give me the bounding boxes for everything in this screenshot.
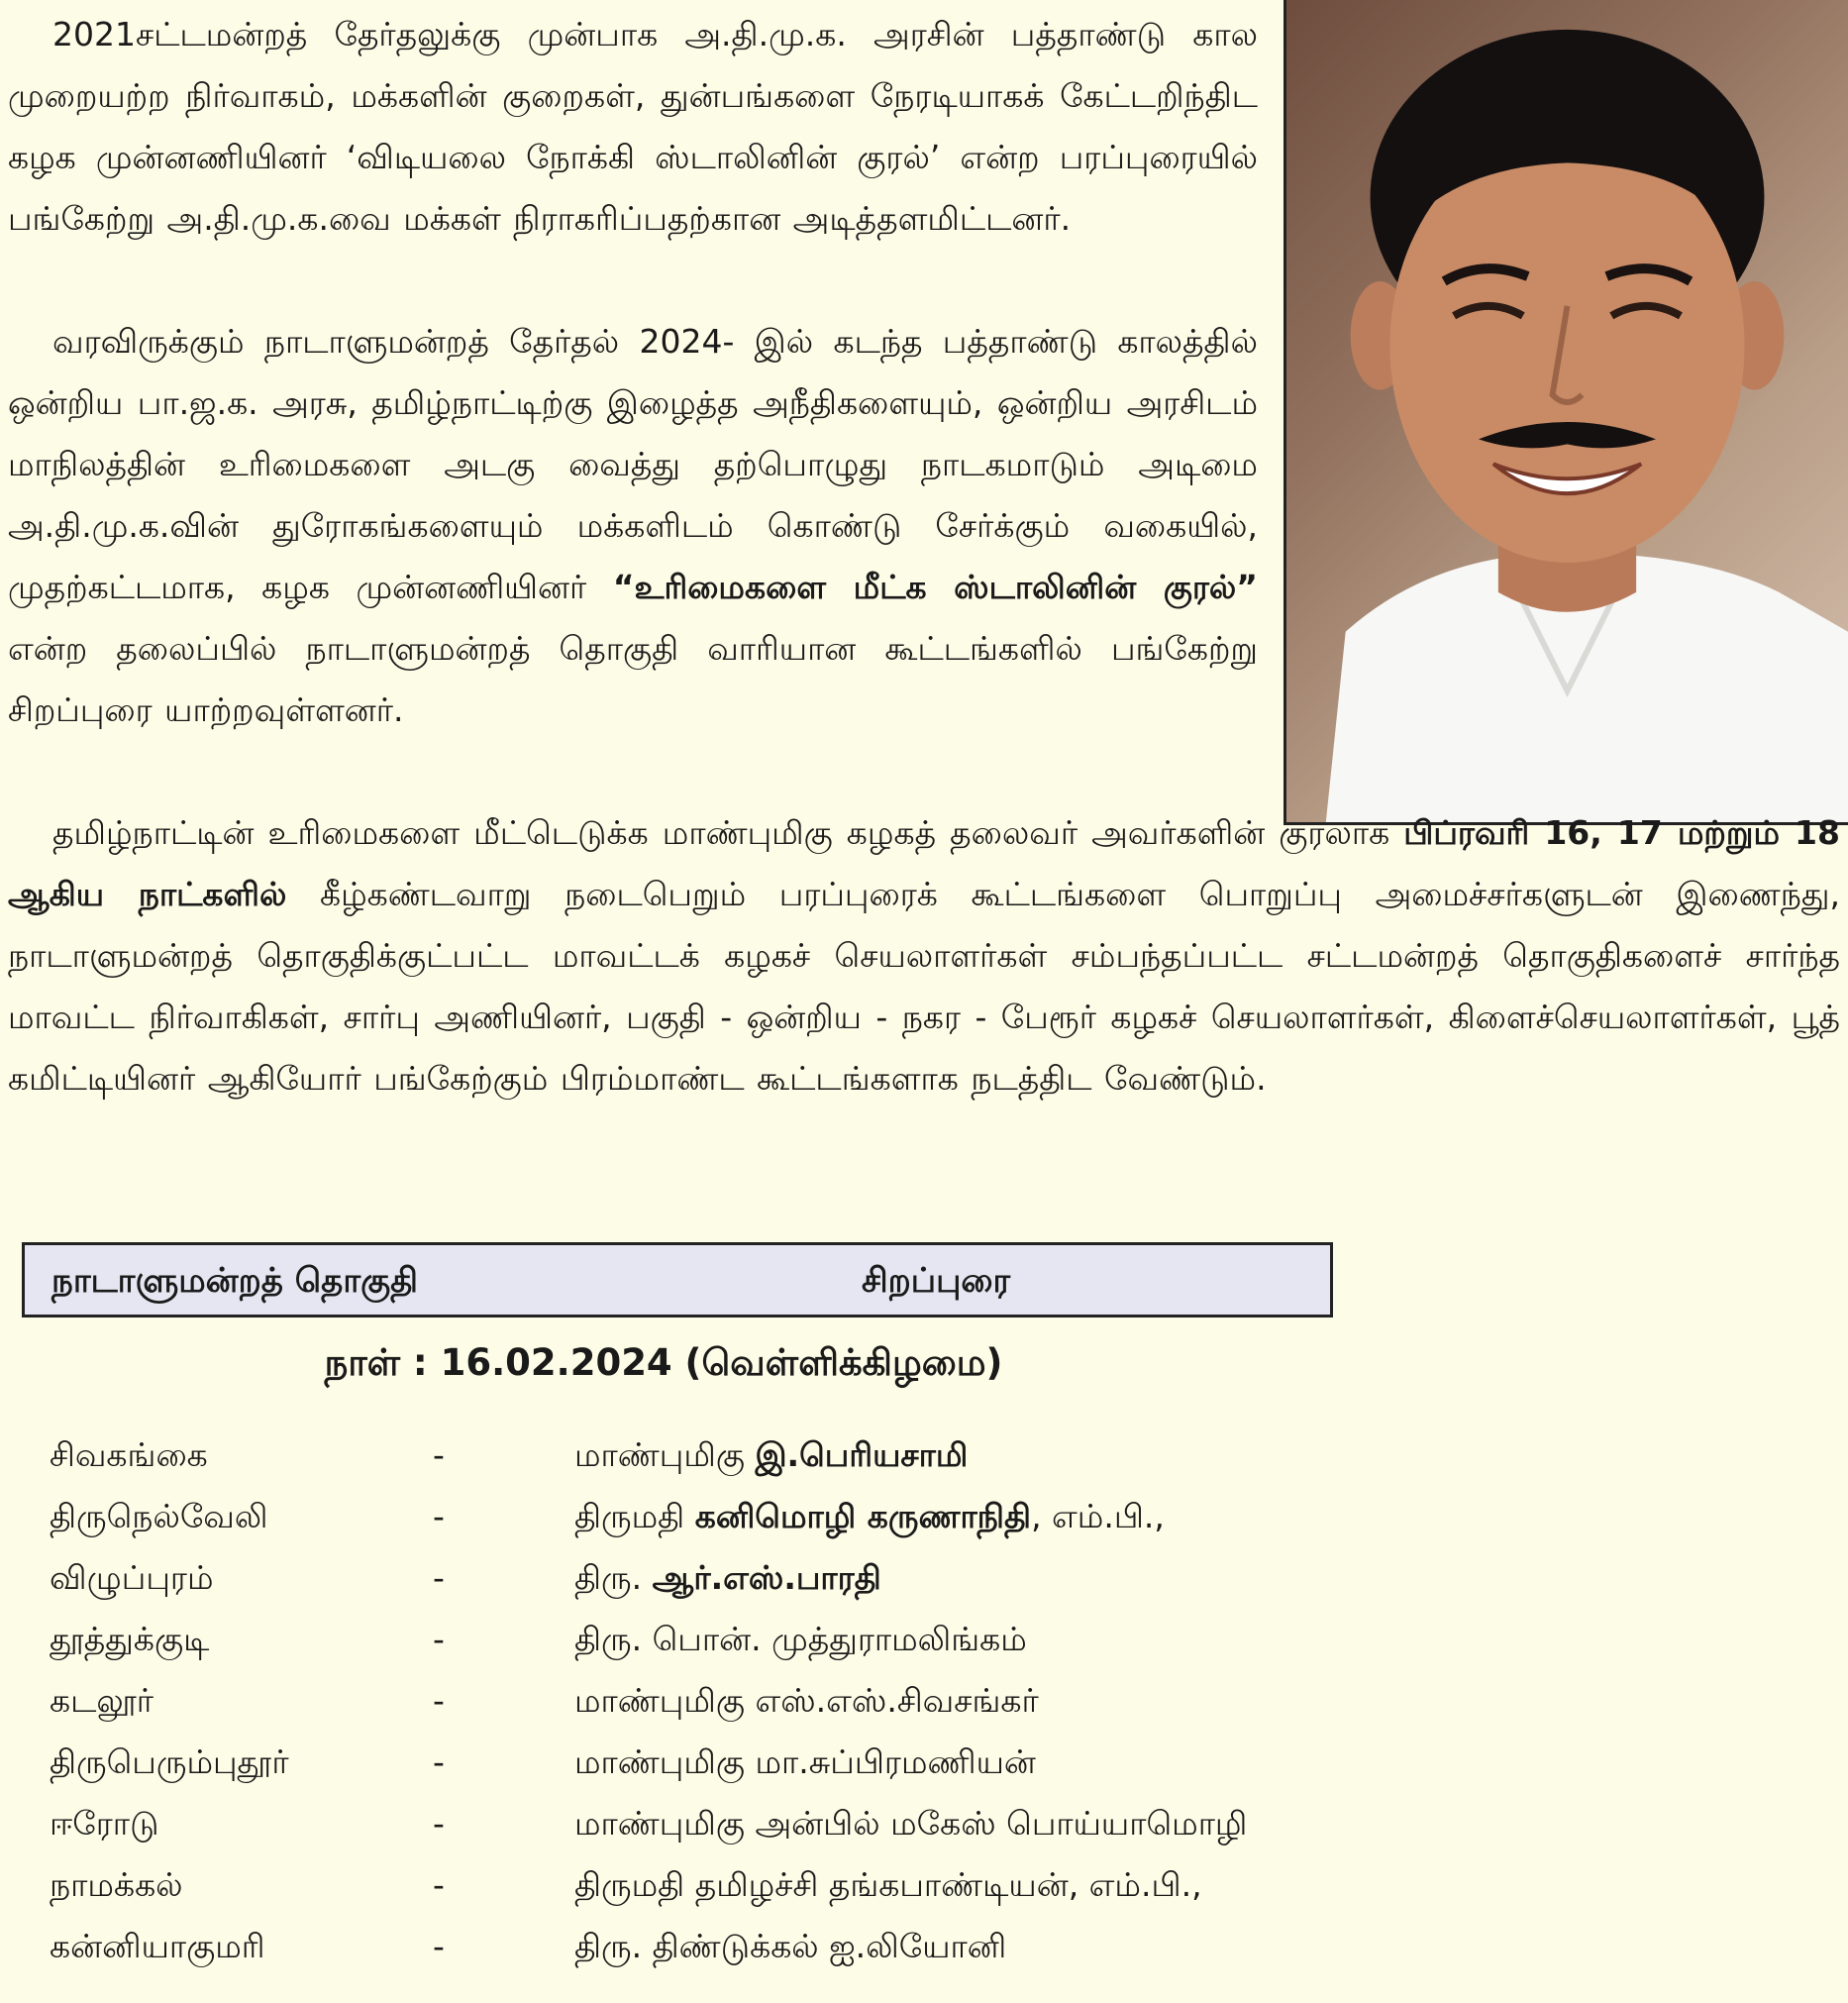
table-header [22,1242,1333,1318]
paragraph-campaign [8,311,1258,741]
date-label: நாள் : [324,1341,428,1384]
row-dash: - [433,1435,445,1474]
campaign-title: “உரிமைகளை மீட்க ஸ்டாலினின் குரல்” [612,568,1258,606]
constituency-name: திருநெல்வேலி [50,1497,268,1535]
constituency-name: கன்னியாகுமரி [50,1927,265,1965]
speaker-title: திரு. [574,1558,653,1597]
speaker-bold-name: ஆர்.எஸ்.பாரதி [652,1558,881,1597]
table-row [0,1435,1848,1497]
table-row [0,1927,1848,1988]
speaker-bold-name: இ.பெரியசாமி [755,1435,969,1474]
table-row [0,1558,1848,1620]
speaker-bold-name: கனிமொழி கருணாநிதி [694,1497,1032,1535]
speaker-name [574,1865,1202,1909]
constituency-name: தூத்துக்குடி [50,1620,210,1658]
speaker-name [574,1681,1039,1725]
speaker-title: மாண்புமிகு அன்பில் மகேஸ் பொய்யாமொழி [574,1804,1248,1843]
row-dash: - [433,1927,445,1965]
speaker-title: திருமதி தமிழச்சி தங்கபாண்டியன், எம்.பி., [574,1865,1202,1904]
constituency-name: திருபெரும்புதூர் [50,1742,289,1781]
speaker-name [574,1558,881,1602]
row-dash: - [433,1804,445,1843]
table-row [0,1742,1848,1804]
paragraph-schedule-text-end: கீழ்கண்டவாறு நடைபெறும் பரப்புரைக் கூட்டங்களை பொறுப்பு அமைச்சர்களுடன் இணைந்து, நாடாளுமன்றத் தொகுதிக்குட்பட்ட மாவட்டக் கழகச் செயலாளர்கள் சம்பந்தப்பட்ட சட்டமன்றத் தொகுதிகளைச் சார்ந்த மாவட்ட நிர்வாகிகள், சார்பு அணியினர், பகுதி - ஒன்றிய - நகர - பேரூர் கழகச் செயலாளர்கள், கிளைச்செயலாளர்கள், பூத் கமிட்டியினர் ஆகியோர் பங்கேற்கும் பிரம்மாண்ட கூட்டங்களாக நடத்திட வேண்டும். [8,875,1841,1098]
paragraph-schedule-text: தமிழ்நாட்டின் உரிமைகளை மீட்டெடுக்க மாண்புமிகு கழகத் தலைவர் அவர்களின் குரலாக [52,813,1404,852]
speaker-title: திரு. திண்டுக்கல் ஐ.லியோனி [574,1927,1007,1965]
leader-portrait [1283,0,1848,825]
table-row [0,1497,1848,1558]
speaker-suffix: , எம்.பி., [1031,1497,1165,1535]
row-dash: - [433,1742,445,1781]
constituency-name: விழுப்புரம் [50,1558,214,1597]
row-dash: - [433,1681,445,1720]
speaker-title: மாண்புமிகு மா.சுப்பிரமணியன் [574,1742,1036,1781]
constituency-name: ஈரோடு [50,1804,159,1843]
paragraph-intro [8,4,1258,250]
table-row [0,1620,1848,1681]
date-value: 16.02.2024 (வெள்ளிக்கிழமை) [440,1341,1003,1384]
constituency-name: நாமக்கல் [50,1865,183,1904]
speaker-name [574,1742,1036,1786]
table-row [0,1681,1848,1742]
speaker-title: திரு. பொன். முத்துராமலிங்கம் [574,1620,1027,1658]
constituency-name: சிவகங்கை [50,1435,208,1474]
speaker-title: மாண்புமிகு எஸ்.எஸ்.சிவசங்கர் [574,1681,1039,1720]
date-line [287,1341,1040,1389]
table-row [0,1804,1848,1865]
header-constituency: நாடாளுமன்றத் தொகுதி [51,1261,418,1301]
row-dash: - [433,1620,445,1658]
speaker-title: திருமதி [574,1497,695,1535]
header-speech: சிறப்புரை [862,1261,1011,1301]
row-dash: - [433,1558,445,1597]
paragraph-campaign-text: வரவிருக்கும் நாடாளுமன்றத் தேர்தல் 2024- இல் கடந்த பத்தாண்டு காலத்தில் ஒன்றிய பா.ஜ.க. அரசு, தமிழ்நாட்டிற்கு இழைத்த அநீதிகளையும், ஒன்றிய அரசிடம் மாநிலத்தின் உரிமைகளை அடகு வைத்து தற்பொழுது நாடகமாடும் அடிமை அ.தி.மு.க.வின் துரோகங்களையும் மக்களிடம் கொண்டு சேர்க்கும் வகையில், முதற்கட்டமாக, கழக முன்னணியினர் [8,322,1258,606]
portrait-illustration [1286,0,1848,822]
speaker-name [574,1927,1006,1970]
speaker-name [574,1497,1165,1540]
campaign-dates: பிப்ரவரி 16, 17 மற்றும் 18 ஆகிய நாட்களில் [8,813,1840,913]
speaker-name [574,1620,1027,1663]
row-dash: - [433,1497,445,1535]
paragraph-intro-text: 2021சட்டமன்றத் தேர்தலுக்கு முன்பாக அ.தி.மு.க. அரசின் பத்தாண்டு கால முறையற்ற நிர்வாகம், மக்களின் குறைகள், துன்பங்களை நேரடியாகக் கேட்டறிந்திட கழக முன்னணியினர் ‘விடியலை நோக்கி ஸ்டாலினின் குரல்’ என்ற பரப்புரையில் பங்கேற்று அ.தி.மு.க.வை மக்கள் நிராகரிப்பதற்கான அடித்தளமிட்டனர். [8,15,1258,238]
table-row [0,1865,1848,1927]
speaker-name [574,1804,1247,1847]
speaker-name [574,1435,968,1479]
paragraph-campaign-text-end: என்ற தலைப்பில் நாடாளுமன்றத் தொகுதி வாரியான கூட்டங்களில் பங்கேற்று சிறப்புரை யாற்றவுள்ளனர். [8,629,1258,729]
row-dash: - [433,1865,445,1904]
paragraph-schedule [8,802,1840,1109]
constituency-name: கடலூர் [50,1681,154,1720]
speaker-title: மாண்புமிகு [574,1435,756,1474]
